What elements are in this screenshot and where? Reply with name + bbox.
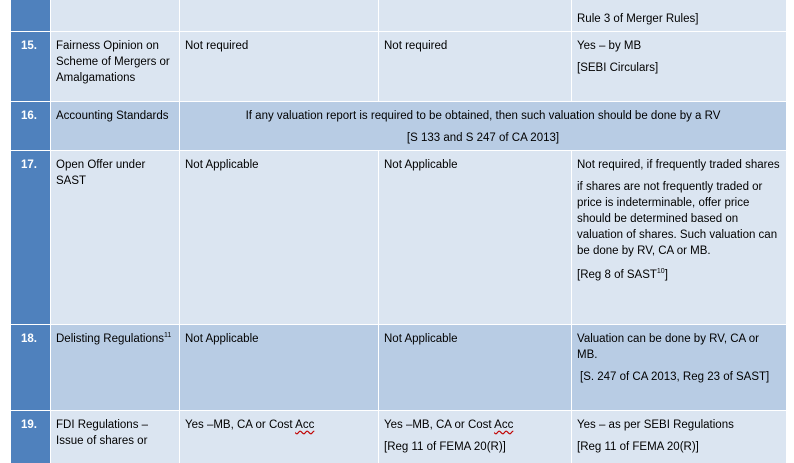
cell-text (384, 417, 566, 433)
spellcheck-word: Acc (494, 419, 514, 431)
cell-text: Not required, if frequently traded shares (577, 159, 780, 171)
cell-text: Yes –MB, CA or Cost (185, 419, 296, 431)
cell-text-prefix: Yes –MB, CA or Cost (384, 419, 495, 431)
subject-cell (51, 325, 180, 411)
table-row (11, 411, 787, 463)
subject-cell: Fairness Opinion on Scheme of Mergers or Amalgamations (51, 32, 180, 102)
cell-text: [Reg 11 of FEMA 20(R)] (384, 441, 506, 453)
cell (379, 0, 572, 32)
subject-cell (51, 0, 180, 32)
cell: Not required (379, 32, 572, 102)
row-number-cell (11, 0, 51, 32)
row-number-cell: 16. (11, 102, 51, 151)
table-row (11, 151, 787, 325)
cell-text (577, 267, 781, 283)
table-row (11, 102, 787, 151)
valuation-requirements-table (10, 0, 787, 463)
row-number-cell: 19. (11, 411, 51, 463)
cell-text: Rule 3 of Merger Rules] (577, 13, 699, 25)
row-number-cell: 18. (11, 325, 51, 411)
cell: Not Applicable (379, 325, 572, 411)
subject-text: Delisting Regulations (56, 333, 165, 345)
merged-cell (180, 102, 787, 151)
cell-text: Yes – as per SEBI Regulations (577, 419, 734, 431)
table-row (11, 0, 787, 32)
cell: Not required (180, 32, 379, 102)
cell-text: if shares are not frequently traded or price is indeterminable, offer price should be determined based on valuation of shares. Such valuation can be done by RV, CA or MB. (577, 181, 778, 257)
cell: Not Applicable (180, 151, 379, 325)
cell: Not Applicable (379, 151, 572, 325)
cell-text: [S. 247 of CA 2013, Reg 23 of SAST] (580, 371, 770, 383)
cell (572, 325, 787, 411)
cell (572, 151, 787, 325)
subject-cell: FDI Regulations – Issue of shares or (51, 411, 180, 463)
cell-text: Yes – by MB (577, 40, 642, 52)
cell (379, 411, 572, 463)
footnote-marker: 10 (656, 268, 665, 276)
subject-cell: Accounting Standards (51, 102, 180, 151)
cell-text: Valuation can be done by RV, CA or MB. (577, 333, 760, 361)
cell: Not Applicable (180, 325, 379, 411)
cell-text: If any valuation report is required to be obtained, then such valuation should be done by a RV (245, 110, 721, 122)
cell-text: [Reg 11 of FEMA 20(R)] (577, 441, 699, 453)
row-number-cell: 17. (11, 151, 51, 325)
reference-text-end: ] (664, 269, 668, 281)
cell-text: [S 133 and S 247 of CA 2013] (406, 132, 560, 144)
spellcheck-word: Acc (295, 419, 315, 431)
footnote-marker: 11 (164, 332, 172, 340)
subject-cell: Open Offer under SAST (51, 151, 180, 325)
table-row (11, 325, 787, 411)
row-number-cell: 15. (11, 32, 51, 102)
cell (180, 411, 379, 463)
cell-text: [SEBI Circulars] (577, 62, 659, 74)
table-row (11, 32, 787, 102)
reference-text: [Reg 8 of SAST (577, 269, 657, 281)
cell (180, 0, 379, 32)
cell (572, 411, 787, 463)
cell (572, 0, 787, 32)
cell (572, 32, 787, 102)
